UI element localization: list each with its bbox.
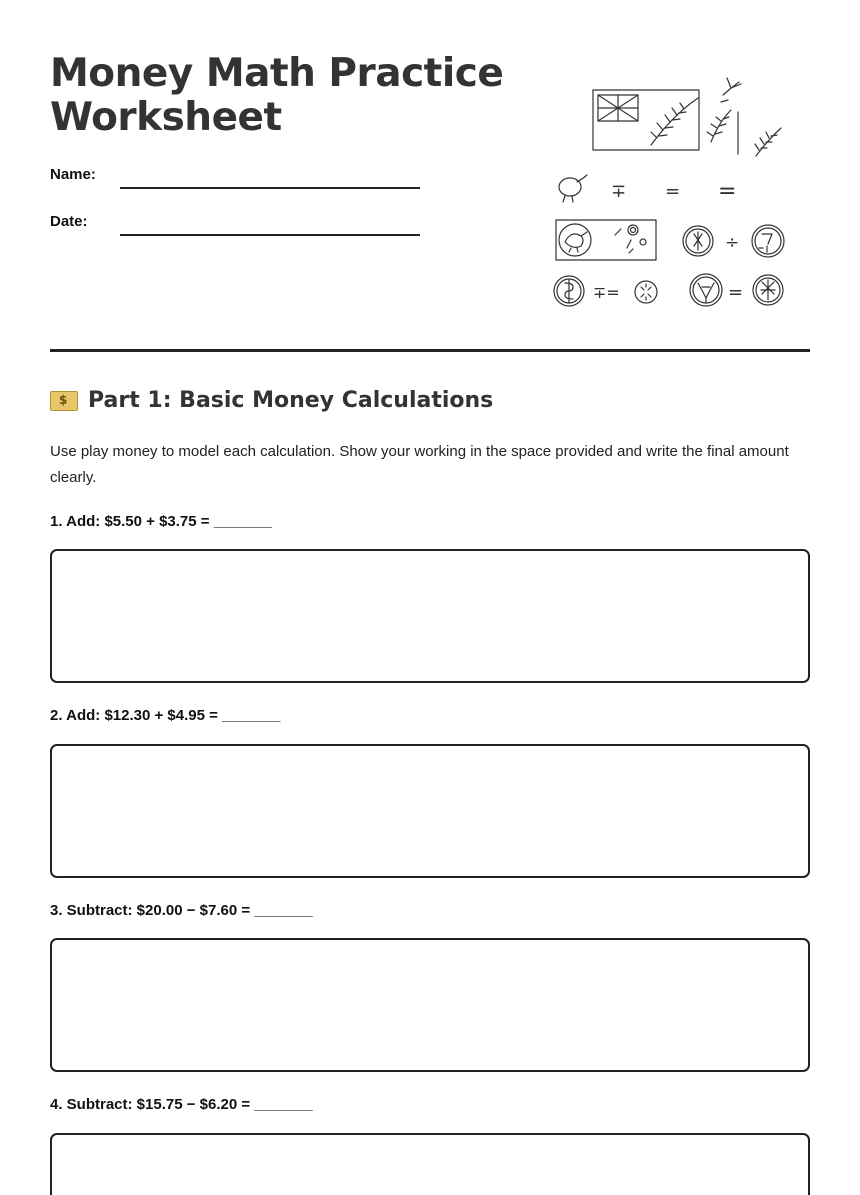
date-label: Date: xyxy=(50,213,88,230)
math-symbol: ∓ xyxy=(611,181,627,202)
name-label: Name: xyxy=(50,166,96,183)
math-symbol: = xyxy=(728,282,744,303)
coin-icon xyxy=(690,274,722,306)
section-title-part-1 xyxy=(50,388,493,413)
money-icon: $ xyxy=(50,391,78,411)
answer-box-4[interactable] xyxy=(50,1133,810,1195)
name-field[interactable] xyxy=(120,187,420,189)
coin-icon xyxy=(753,275,783,305)
coin-icon xyxy=(554,276,584,306)
coin-icon xyxy=(683,226,713,256)
answer-box-3[interactable] xyxy=(50,938,810,1072)
question-1-label: 1. Add: $5.50 + $3.75 = _______ xyxy=(50,513,273,530)
header-divider xyxy=(50,349,810,352)
banknote-icon xyxy=(556,220,656,260)
section-instructions: Use play money to model each calculation. Show your working in the space provided and write the final amount clearly. xyxy=(50,443,789,486)
page-title xyxy=(50,52,520,140)
fern-leaf-icon xyxy=(707,110,738,154)
fern-leaf-icon xyxy=(651,98,698,145)
coin-icon xyxy=(752,225,784,257)
math-symbol: = xyxy=(718,179,737,204)
section-title-text: Part 1: Basic Money Calculations xyxy=(88,388,494,413)
bird-icon xyxy=(721,78,741,102)
worksheet-page xyxy=(50,0,810,1161)
math-symbol: = xyxy=(665,181,681,202)
answer-box-1[interactable] xyxy=(50,549,810,683)
answer-box-2[interactable] xyxy=(50,744,810,878)
fern-leaf-icon xyxy=(755,128,781,156)
title-line-2: Worksheet xyxy=(50,95,282,140)
question-4-label: 4. Subtract: $15.75 − $6.20 = _______ xyxy=(50,1096,313,1113)
question-3-label: 3. Subtract: $20.00 − $7.60 = _______ xyxy=(50,902,313,919)
math-symbol: ∓= xyxy=(593,283,620,302)
date-field[interactable] xyxy=(120,234,420,236)
math-symbol: ÷ xyxy=(725,233,740,253)
kiwi-bird-icon xyxy=(559,175,587,202)
question-2-label: 2. Add: $12.30 + $4.95 = _______ xyxy=(50,707,281,724)
coin-icon xyxy=(635,281,657,303)
title-line-1: Money Math Practice xyxy=(50,51,504,96)
nz-flag-icon xyxy=(593,90,699,150)
nz-money-illustration xyxy=(553,70,793,315)
